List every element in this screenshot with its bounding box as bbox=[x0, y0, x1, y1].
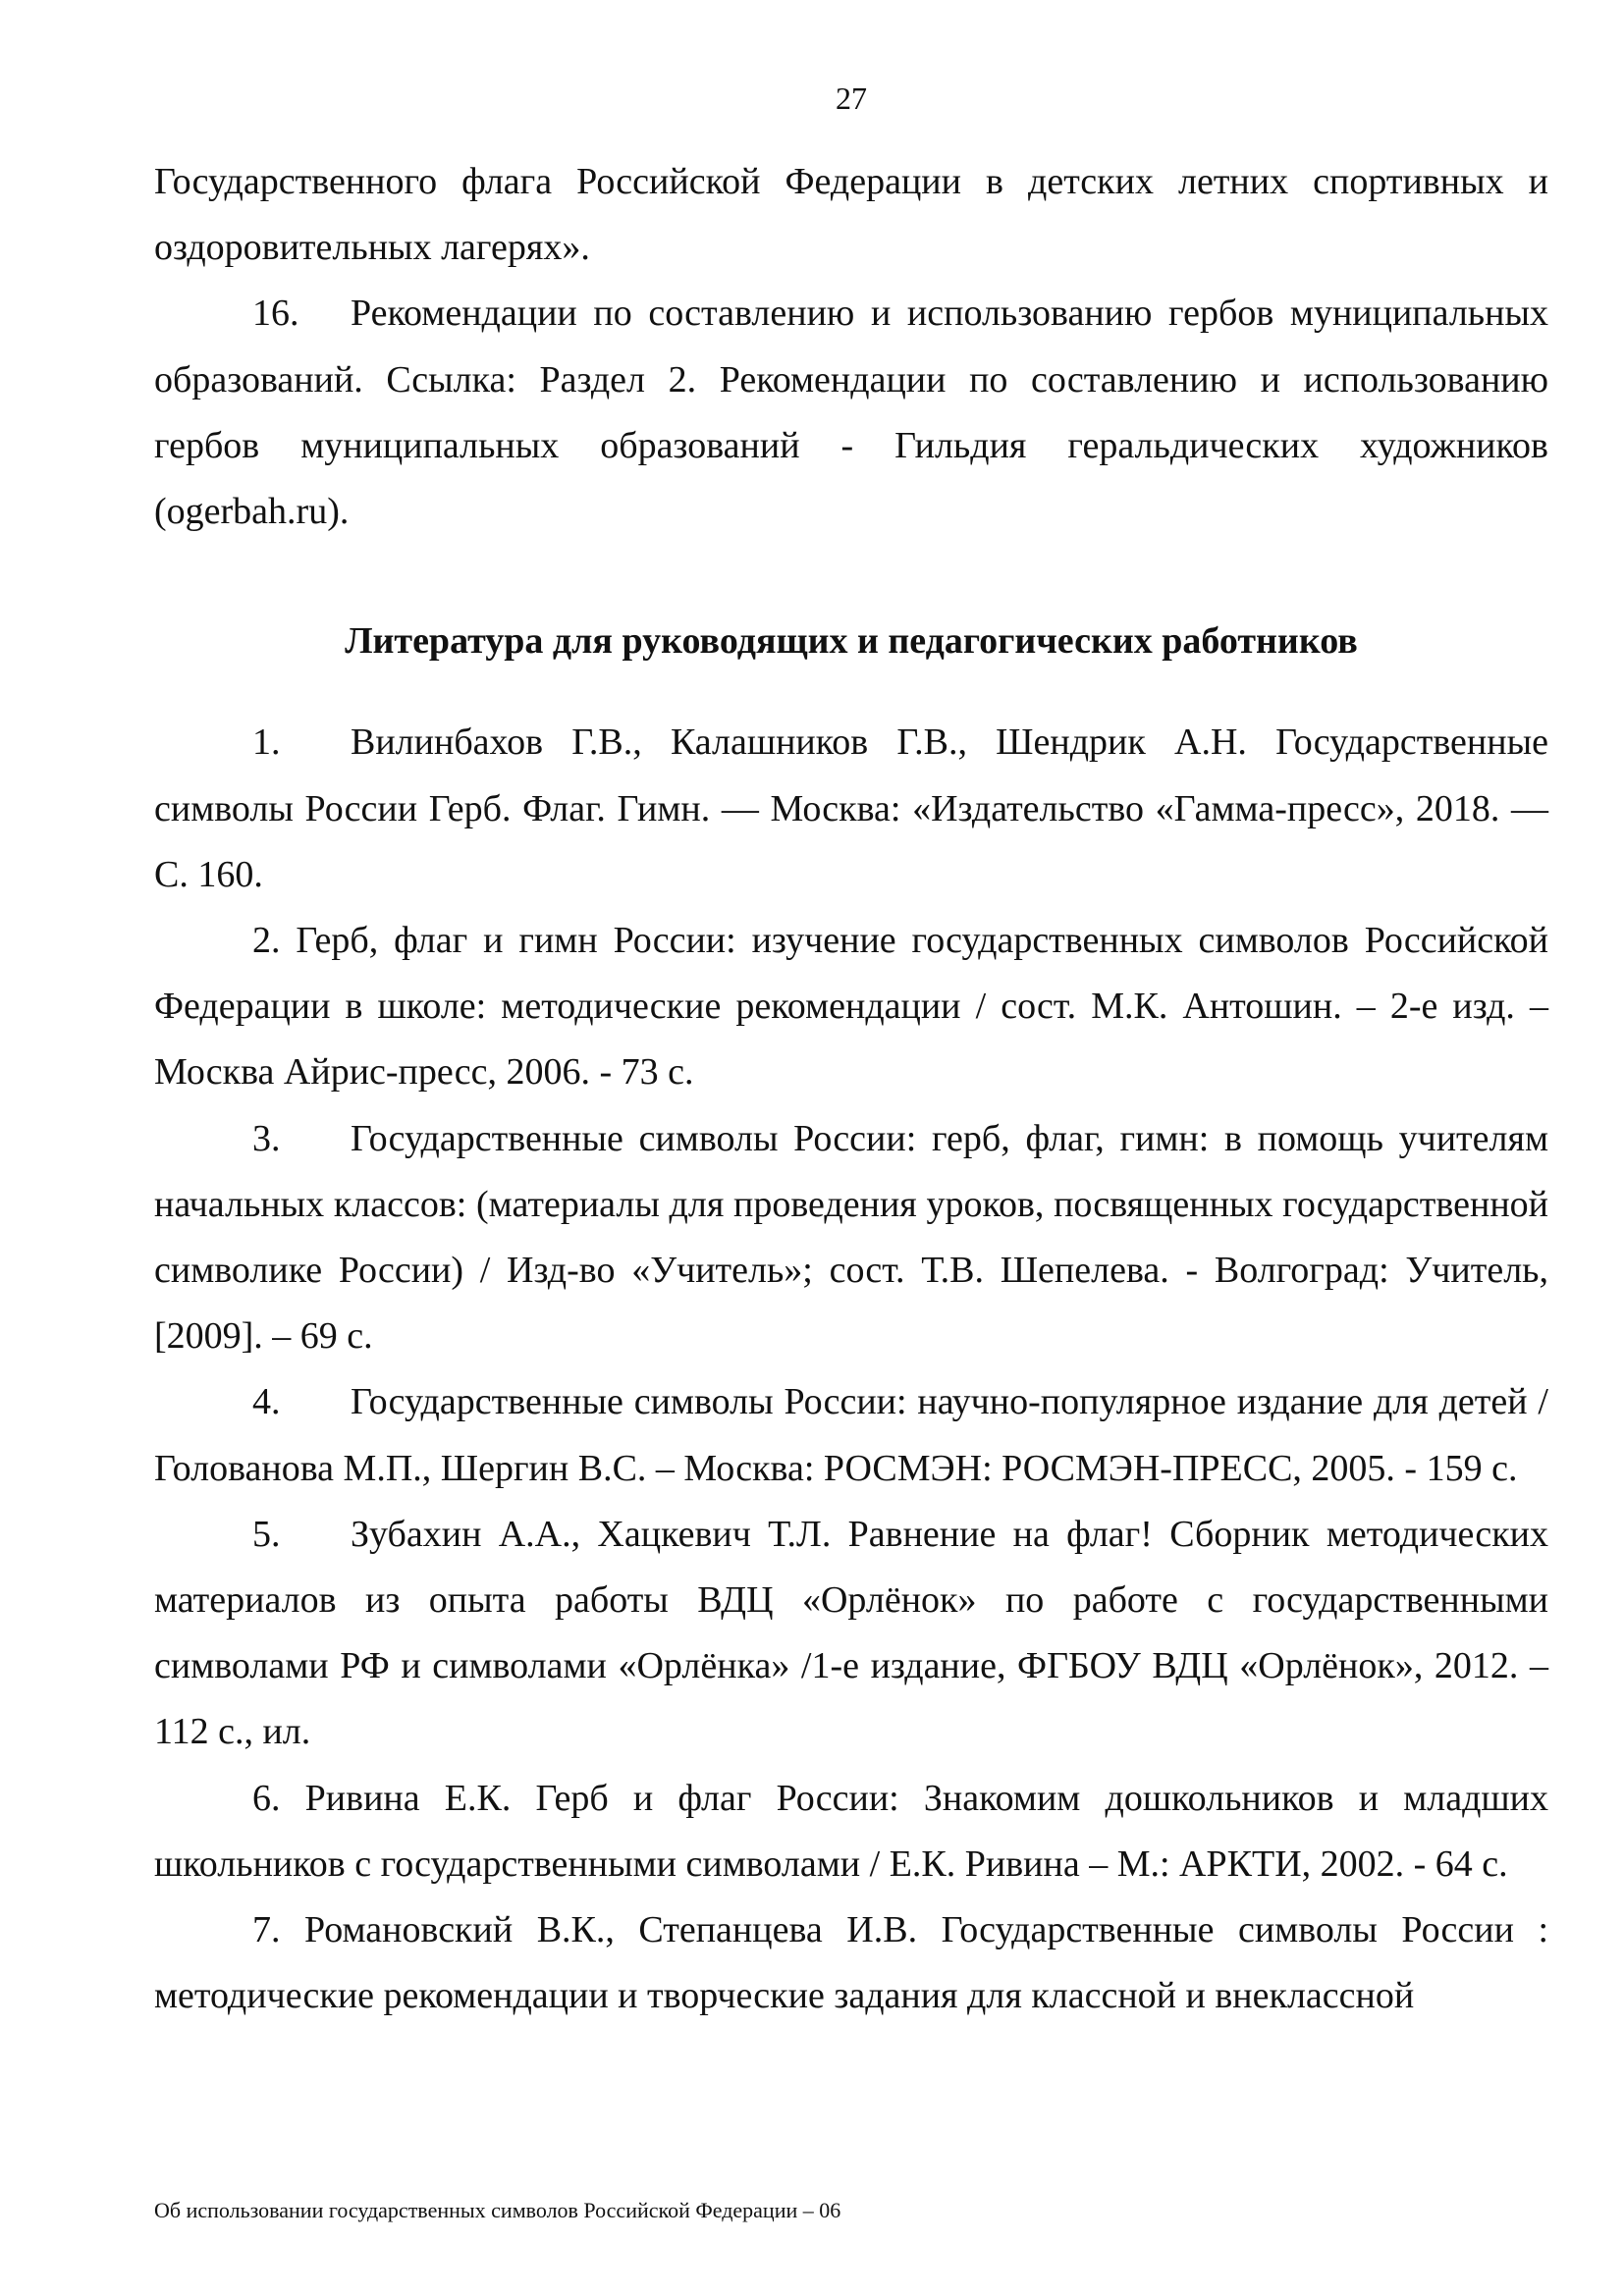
page-number: 27 bbox=[836, 80, 867, 116]
reference-number: 1. bbox=[252, 721, 281, 764]
reference-text: Зубахин А.А., Хацкевич Т.Л. Равнение на флаг! Сборник методических материалов из опыта работы ВДЦ «Орлёнок» по работе с государственными символами РФ и символами «Орлёнка» /1-е издание, ФГБОУ ВДЦ «Орлёнок», 2012. – 112 с., ил. bbox=[154, 1513, 1548, 1753]
reference-text: Вилинбахов Г.В., Калашников Г.В., Шендрик А.Н. Государственные символы России Герб. Флаг. Гимн. — Москва: «Издательство «Гамма-пресс», 2018. — С. 160. bbox=[154, 721, 1548, 895]
reference-item-3 bbox=[154, 1106, 1548, 1370]
reference-number: 6. bbox=[252, 1777, 281, 1819]
reference-text: Ривина Е.К. Герб и флаг России: Знакомим дошкольников и младших школьников с государственными символами / Е.К. Ривина – М.: АРКТИ, 2002. - 64 с. bbox=[154, 1777, 1548, 1885]
reference-number: 2. bbox=[252, 920, 281, 962]
page-footer: Об использовании государственных символов Российской Федерации – 06 bbox=[154, 2198, 841, 2222]
reference-item-2 bbox=[154, 908, 1548, 1106]
list-item-16 bbox=[154, 281, 1548, 545]
continuation-paragraph: Государственного флага Российской Федерации в детских летних спортивных и оздоровительных лагерях». bbox=[154, 161, 1548, 269]
reference-item-1 bbox=[154, 710, 1548, 908]
page-content bbox=[154, 149, 1548, 2029]
reference-number: 7. bbox=[252, 1909, 281, 1951]
reference-item-4 bbox=[154, 1369, 1548, 1501]
list-item-text: Рекомендации по составлению и использованию гербов муниципальных образований. Ссылка: Раздел 2. Рекомендации по составлению и использованию гербов муниципальных образований - Гильдия геральдических художников (ogerbah.ru). bbox=[154, 293, 1548, 533]
reference-text: Герб, флаг и гимн России: изучение государственных символов Российской Федерации в школе: методические рекомендации / сост. М.К. Антошин. – 2-е изд. – Москва Айрис-пресс, 2006. - 73 с. bbox=[154, 920, 1549, 1094]
section-heading: Литература для руководящих и педагогических работников bbox=[345, 620, 1358, 663]
reference-text: Государственные символы России: научно-популярное издание для детей / Голованова М.П., Шергин В.С. – Москва: РОСМЭН: РОСМЭН-ПРЕСС, 2005. - 159 с. bbox=[154, 1381, 1548, 1489]
list-item-number: 16. bbox=[252, 293, 299, 335]
reference-number: 5. bbox=[252, 1513, 281, 1555]
reference-number: 4. bbox=[252, 1381, 281, 1423]
reference-item-7 bbox=[154, 1897, 1548, 2029]
reference-item-5 bbox=[154, 1502, 1548, 1766]
reference-item-6 bbox=[154, 1766, 1548, 1897]
reference-text: Романовский В.К., Степанцева И.В. Государственные символы России : методические рекомендации и творческие задания для классной и внеклассной bbox=[154, 1909, 1548, 2017]
reference-number: 3. bbox=[252, 1117, 281, 1159]
reference-text: Государственные символы России: герб, флаг, гимн: в помощь учителям начальных классов: (материалы для проведения уроков, посвященных государственной символике России) / Изд-во «Учитель»; сост. Т.В. Шепелева. - Волгоград: Учитель, [2009]. – 69 с. bbox=[154, 1117, 1548, 1358]
